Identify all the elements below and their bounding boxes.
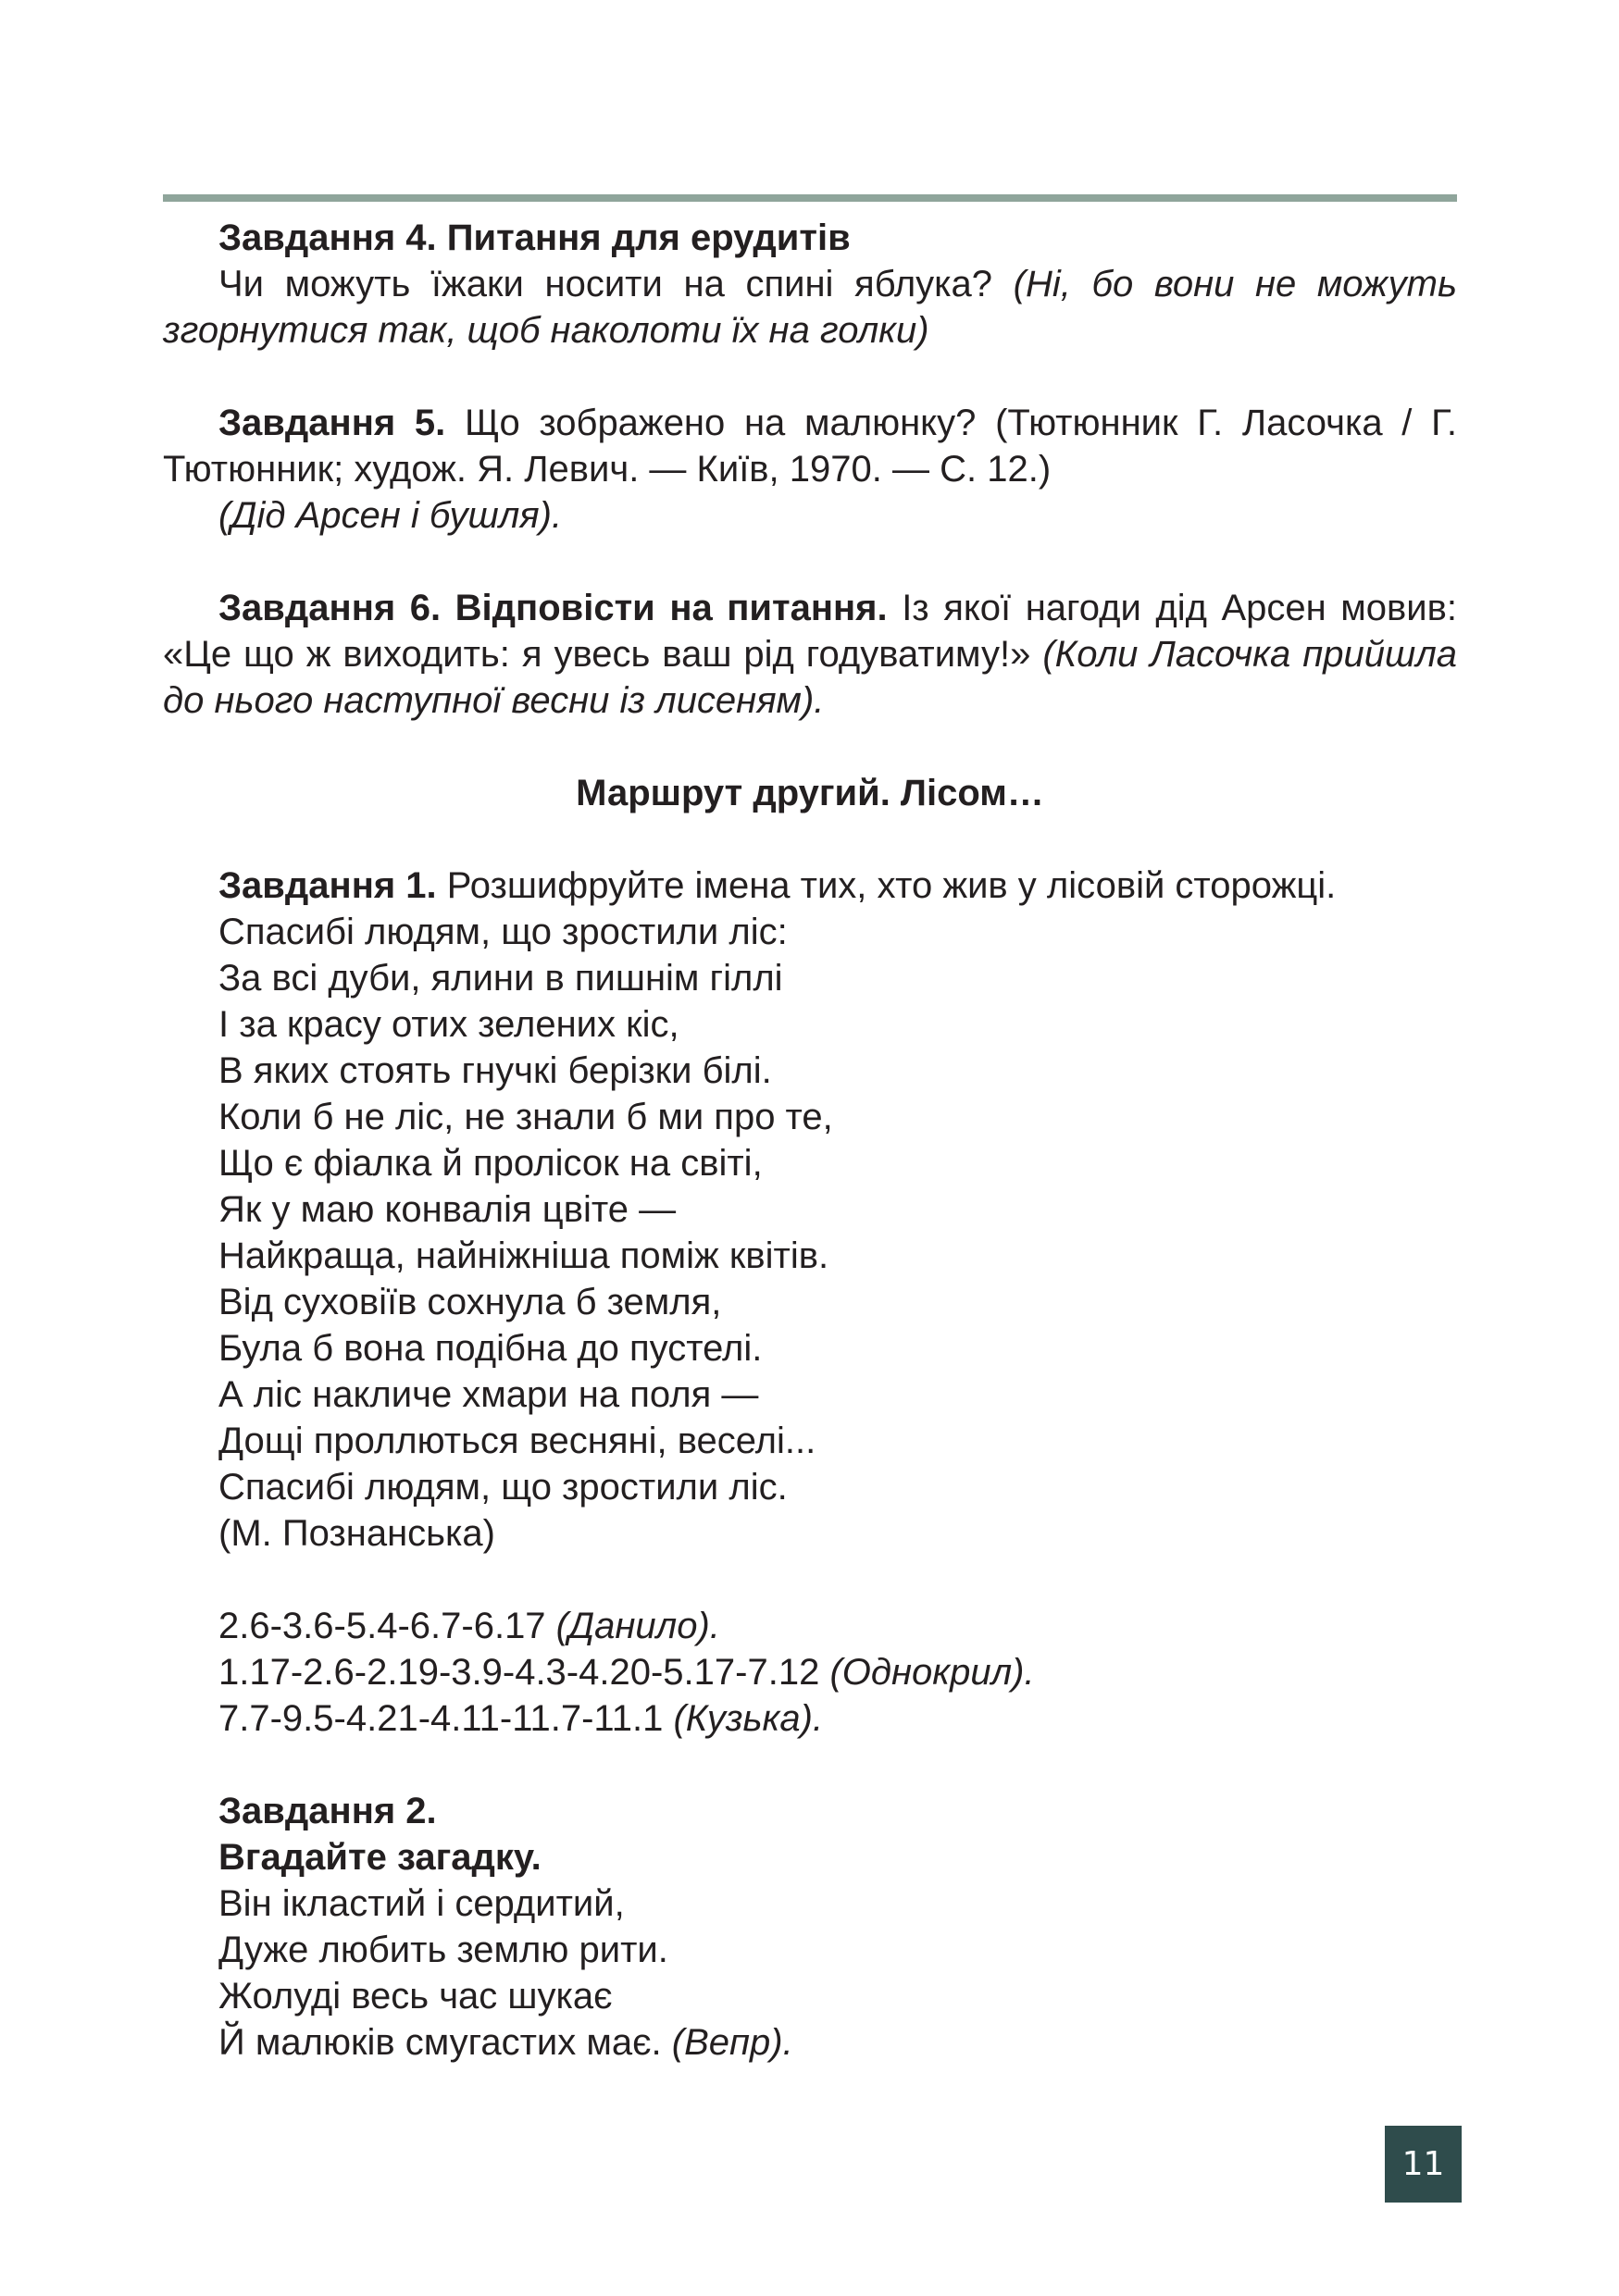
task6-paragraph — [163, 585, 1457, 724]
poem-line: Дощі проллються весняні, веселі... — [218, 1421, 816, 1461]
cipher-code: 2.6-3.6-5.4-6.7-6.17 — [218, 1606, 556, 1646]
riddle-block — [163, 1788, 1457, 2066]
poem-line: В яких стоять гнучкі берізки білі. — [218, 1050, 772, 1091]
riddle-answer: (Вепр). — [671, 2022, 793, 2063]
poem-line: А ліс накличе хмари на поля — — [218, 1374, 759, 1415]
cipher-code: 7.7-9.5-4.21-4.11-11.7-11.1 — [218, 1698, 674, 1739]
task6-label: Завдання 6. Відповісти на питання. — [218, 588, 888, 628]
cipher-answer: (Кузька). — [673, 1698, 824, 1739]
route2-task2-subtitle: Вгадайте загадку. — [218, 1837, 542, 1878]
task4-question: Чи можуть їжаки носити на спині яблука? — [218, 264, 1014, 304]
page-content — [163, 215, 1457, 2066]
riddle-line: Дуже любить землю рити. — [218, 1930, 668, 1970]
poem-line: Що є фіалка й пролісок на світі, — [218, 1143, 763, 1184]
poem-line: Спасибі людям, що зростили ліс. — [218, 1467, 788, 1508]
spacer — [163, 724, 1457, 770]
task5-paragraph — [163, 400, 1457, 492]
cipher-code: 1.17-2.6-2.19-3.9-4.3-4.20-5.17-7.12 — [218, 1652, 830, 1693]
cipher-line — [218, 1603, 1457, 1649]
poem-line: Коли б не ліс, не знали б ми про те, — [218, 1097, 833, 1137]
riddle-line-text: Й малюків смугастих має. — [218, 2022, 672, 2063]
top-divider-rule — [163, 194, 1457, 202]
task5-answer: (Дід Арсен і бушля). — [218, 495, 563, 536]
cipher-line — [218, 1649, 1457, 1695]
cipher-answer: (Однокрил). — [829, 1652, 1035, 1693]
cipher-answer: (Данило). — [555, 1606, 720, 1646]
route2-task1-paragraph — [163, 863, 1457, 909]
cipher-codes — [163, 1603, 1457, 1742]
riddle-line: Жолуді весь час шукає — [218, 1976, 613, 2017]
poem — [163, 909, 1457, 1557]
task5-text: Що зображено на малюнку? (Тютюнник Г. Ласочка / Г. Тютюнник; худож. Я. Левич. — Київ, 1970. — С. 12.) — [163, 403, 1457, 490]
route2-task1-text: Розшифруйте імена тих, хто жив у лісовій сторожці. — [436, 865, 1337, 906]
cipher-line — [218, 1695, 1457, 1742]
riddle-last-line — [218, 2019, 1457, 2066]
poem-line: Найкраща, найніжніша поміж квітів. — [218, 1235, 829, 1276]
task4-title: Завдання 4. Питання для ерудитів — [218, 217, 851, 258]
route2-task1-label: Завдання 1. — [218, 865, 437, 906]
poem-line: Була б вона подібна до пустелі. — [218, 1328, 763, 1369]
spacer — [163, 354, 1457, 400]
task6-answer: (Коли Ласочка прийшла до нього наступної весни із лисеням). — [163, 634, 1457, 721]
poem-line: Як у маю конвалія цвіте — — [218, 1189, 677, 1230]
poem-line: Від суховіїв сохнула б земля, — [218, 1282, 722, 1322]
task6-text: Із якої нагоди дід Арсен мовив: «Це що ж виходить: я увесь ваш рід годуватиму!» — [163, 588, 1457, 675]
spacer — [163, 1742, 1457, 1788]
route2-task2-label: Завдання 2. — [218, 1791, 437, 1831]
poem-line: І за красу отих зелених кіс, — [218, 1004, 679, 1045]
spacer — [163, 1557, 1457, 1603]
poem-line: Спасибі людям, що зростили ліс: — [218, 912, 788, 952]
spacer — [163, 816, 1457, 863]
task4-paragraph — [163, 261, 1457, 354]
page-number-badge: 11 — [1385, 2126, 1462, 2203]
poem-author: (М. Познанська) — [218, 1513, 495, 1554]
spacer — [163, 539, 1457, 585]
riddle-line: Він ікластий і сердитий, — [218, 1883, 625, 1924]
poem-line: За всі дуби, ялини в пишнім гіллі — [218, 958, 783, 999]
task4-answer: (Ні, бо вони не можуть згорнутися так, щоб наколоти їх на голки) — [163, 264, 1457, 351]
task5-label: Завдання 5. — [218, 403, 446, 443]
route2-heading: Маршрут другий. Лісом… — [576, 773, 1044, 813]
